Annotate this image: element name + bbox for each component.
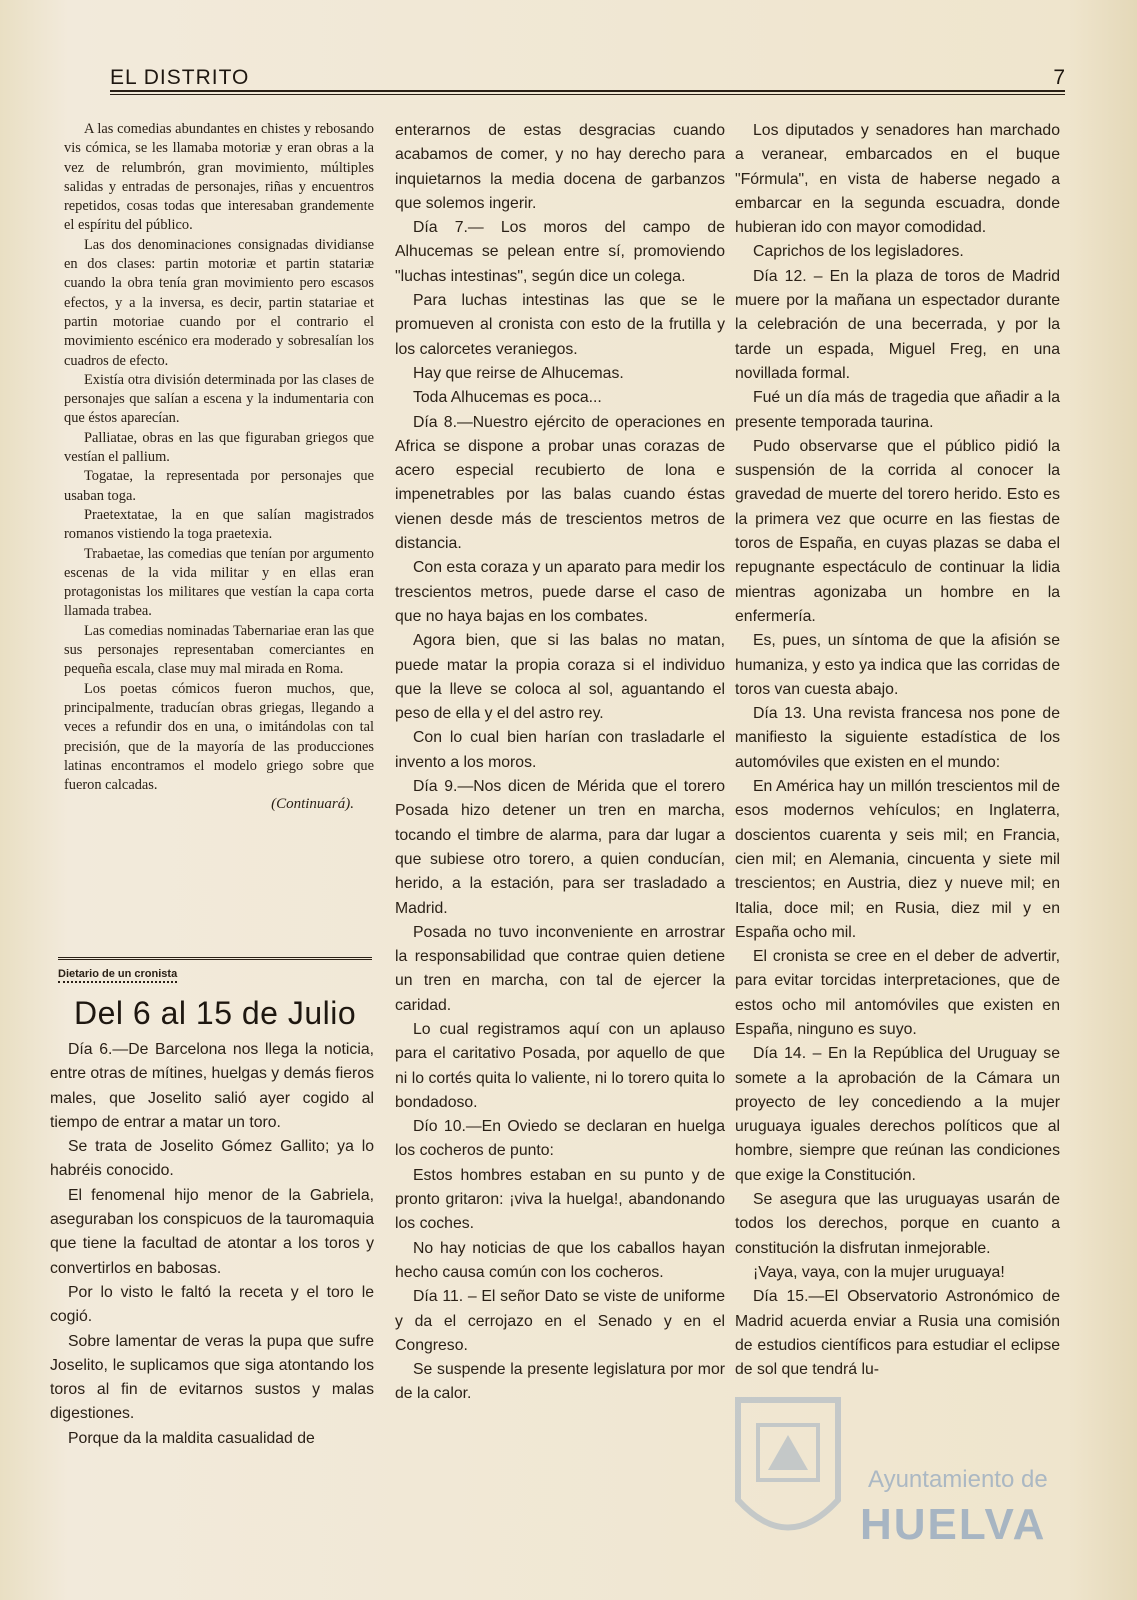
paragraph: Dío 10.—En Oviedo se declaran en huelga los cocheros de punto: xyxy=(395,1118,725,1160)
paragraph: Es, pues, un síntoma de que la afisión se humaniza, y esto ya indica que las corridas de toros van cuesta abajo. xyxy=(735,632,1060,698)
paragraph: Trabaetae, las comedias que tenían por argumento escenas de la vida militar y en ellas eran protagonistas los militares que vestían la capa corta llamada trabea. xyxy=(64,545,374,620)
paragraph: A las comedias abundantes en chistes y rebosando vis cómica, se les llamaba motoriæ y eran obras a la vez de relumbrón, gran movimiento, múltiples salidas y entradas de personajes, riñas y encuentros repetidos, cosas todas que interesaban grandemente el espíritu del público. xyxy=(64,121,374,234)
paragraph: Se trata de Joselito Gómez Gallito; ya lo habréis conocido. xyxy=(50,1138,374,1180)
paragraph: El cronista se cree en el deber de advertir, para evitar torcidas interpretaciones, que de estos ocho mil antomóviles que existen en España, ninguno es suyo. xyxy=(735,948,1060,1038)
paragraph: Con lo cual bien harían con trasladarle el invento a los moros. xyxy=(395,729,725,771)
paragraph: Para luchas intestinas las que se le promueven al cronista con esto de la frutilla y los calorcetes veraniegos. xyxy=(395,292,725,358)
paragraph: Día 6.—De Barcelona nos llega la noticia, entre otras de mítines, huelgas y demás fieros males, que Joselito salió ayer cogido al tiempo de entrar a matar un toro. xyxy=(50,1041,374,1131)
newspaper-title: EL DISTRITO xyxy=(110,66,250,89)
column-1 xyxy=(64,120,374,815)
watermark-logo-text: HUELVA xyxy=(860,1500,1047,1549)
paragraph: Existía otra división determinada por las clases de personajes que salían a escena y la indumentaria con que éstos aparecían. xyxy=(64,371,374,427)
continued-note: (Continuará). xyxy=(271,796,354,813)
paragraph: ¡Vaya, vaya, con la mujer uruguaya! xyxy=(753,1263,1005,1281)
paragraph: En América hay un millón trescientos mil de esos modernos vehículos; en Inglaterra, doscientos cuarenta y seis mil; en Francia, cien mil; en Alemania, cincuenta y siete mil trescientos; en Austria, diez y nueve mil; en Italia, doce mil; en Rusia, diez mil y en España ocho mil. xyxy=(735,778,1060,941)
paragraph: Día 12. – En la plaza de toros de Madrid muere por la mañana un espectador durante la celebración de una becerrada, y por la tarde un espada, Miguel Freg, en una novillada formal. xyxy=(735,267,1060,382)
paragraph: No hay noticias de que los caballos hayan hecho causa común con los cocheros. xyxy=(395,1239,725,1281)
paragraph: Caprichos de los legisladores. xyxy=(753,243,964,261)
watermark-text: Ayuntamiento de xyxy=(868,1466,1048,1493)
paragraph: Sobre lamentar de veras la pupa que sufre Joselito, le suplicamos que siga atontando los toros al fin de evitarnos sustos y malas digestiones. xyxy=(50,1332,374,1423)
paragraph: Agora bien, que si las balas no matan, puede matar la propia coraza si el individuo que la lleve se coloca al sol, aguantando el peso de ella y el del astro rey. xyxy=(395,632,725,723)
paragraph: Día 9.—Nos dicen de Mérida que el torero Posada hizo detener un tren en marcha, tocando el timbre de alarma, para dar lugar a que subiese otro torero, a quien conducían, herido, a la estación, para ser trasladado a Madrid. xyxy=(395,778,725,917)
paragraph: Posada no tuvo inconveniente en arrostrar la responsabilidad que contrae quien detiene un tren en marcha, con tal de ejercer la caridad. xyxy=(395,923,725,1014)
paragraph: Estos hombres estaban en su punto y de pronto gritaron: ¡viva la huelga!, abandonando los coches. xyxy=(395,1166,725,1233)
paragraph: Día 13. Una revista francesa nos pone de manifiesto la siguiente estadística de los automóviles que existen en el mundo: xyxy=(735,705,1060,771)
section-title: Del 6 al 15 de Julio xyxy=(74,995,357,1031)
paragraph: Los poetas cómicos fueron muchos, que, principalmente, traducían obras griegas, llegando a veces a refundir dos en una, o imitándolas con tal precisión, que de la mayoría de las producciones latinas encontramos el modelo griego sobre que fueron calcadas. xyxy=(64,680,374,794)
paragraph: Los diputados y senadores han marchado a veranear, embarcados en el buque "Fórmula", en vista de haberse negado a embarcar en la segunda escuadra, donde hubieran ido con mayor comodidad. xyxy=(735,122,1060,237)
column-2 xyxy=(395,119,725,1407)
header-rule-thin xyxy=(110,94,1065,95)
page-header xyxy=(110,66,1065,92)
paragraph: Togatae, la representada por personajes que usaban toga. xyxy=(64,468,374,504)
page-number: 7 xyxy=(1053,66,1065,89)
section-divider xyxy=(58,957,372,960)
column-3 xyxy=(735,119,1060,1382)
paragraph: Con esta coraza y un aparato para medir los trescientos metros, puede darse el caso de que no haya bajas en los combates. xyxy=(395,559,725,625)
paragraph: Hay que reirse de Alhucemas. xyxy=(413,364,624,382)
paragraph: Lo cual registramos aquí con un aplauso para el caritativo Posada, por aquello de que ni lo cortés quita lo valiente, ni lo torero quita lo bondadoso. xyxy=(395,1020,725,1111)
paragraph: Se asegura que las uruguayas usarán de todos los derechos, porque en cuanto a constitución la disfrutan inmejorable. xyxy=(735,1191,1060,1257)
paragraph: Día 15.—El Observatorio Astronómico de Madrid acuerda enviar a Rusia una comisión de estudios científicos para estudiar el eclipse de sol que tendrá lu- xyxy=(735,1288,1060,1379)
paragraph: Praetextatae, la en que salían magistrados romanos vistiendo la toga praetexia. xyxy=(64,506,374,543)
paragraph: Se suspende la presente legislatura por mor de la calor. xyxy=(395,1361,725,1403)
paragraph: enterarnos de estas desgracias cuando acabamos de comer, y no hay derecho para inquietarnos la media docena de garbanzos que solemos ingerir. xyxy=(395,122,725,212)
paragraph: Día 7.— Los moros del campo de Alhucemas se pelean entre sí, promoviendo "luchas intestinas", según dice un colega. xyxy=(395,219,725,285)
paragraph: Por lo visto le faltó la receta y el toro le cogió. xyxy=(50,1283,374,1326)
paragraph: Día 11. – El señor Dato se viste de uniforme y da el cerrojazo en el Senado y en el Congreso. xyxy=(395,1288,725,1354)
column-1-chronicle xyxy=(50,1038,374,1451)
paragraph: Día 14. – En la República del Uruguay se somete a la aprobación de la Cámara un proyecto de ley concediendo a la mujer uruguaya iguales derechos políticos que al hombre, siempre que reúnan las condiciones que exige la Constitución. xyxy=(735,1045,1060,1184)
paragraph: Porque da la maldita casualidad de xyxy=(68,1429,315,1447)
paragraph: Palliatae, obras en las que figuraban griegos que vestían el pallium. xyxy=(64,429,374,466)
paragraph: Fué un día más de tragedia que añadir a la presente temporada taurina. xyxy=(735,389,1060,431)
paragraph: Día 8.—Nuestro ejército de operaciones en Africa se dispone a probar unas corazas de acero especial recubierto de lona e impenetrables por las balas cuando éstas vienen desde más de trescientos metros de distancia. xyxy=(395,413,725,553)
paragraph: Pudo observarse que el público pidió la suspensión de la corrida al conocer la gravedad de muerte del torero herido. Esto es la primera vez que ocurre en las fiestas de toros de España, en cuyas plazas se daba el repugnante espectáculo de continuar la lidia mientras agonizaba un hombre en la enfermería. xyxy=(735,437,1060,625)
paragraph: El fenomenal hijo menor de la Gabriela, aseguraban los conspicuos de la tauromaquia que tiene la facultad de atontar a los toros y convertirlos en babosas. xyxy=(50,1186,374,1277)
section-label: Dietario de un cronista xyxy=(58,968,177,983)
header-rule xyxy=(110,90,1065,92)
paragraph: Las dos denominaciones consignadas dividianse en dos clases: partin motoriæ et partin statariæ cuando la obra tenía gran movimiento pero escasos efectos, y a la inversa, es decir, partin statariae et partin motoriae cuando por el contrario el movimiento escénico era moderado y sobresalían los cuadros de efecto. xyxy=(64,236,374,369)
paragraph: Las comedias nominadas Tabernariae eran las que sus personajes representaban comerciantes en pequeña escala, clase muy mal mirada en Roma. xyxy=(64,622,374,678)
paragraph: Toda Alhucemas es poca... xyxy=(413,389,602,407)
